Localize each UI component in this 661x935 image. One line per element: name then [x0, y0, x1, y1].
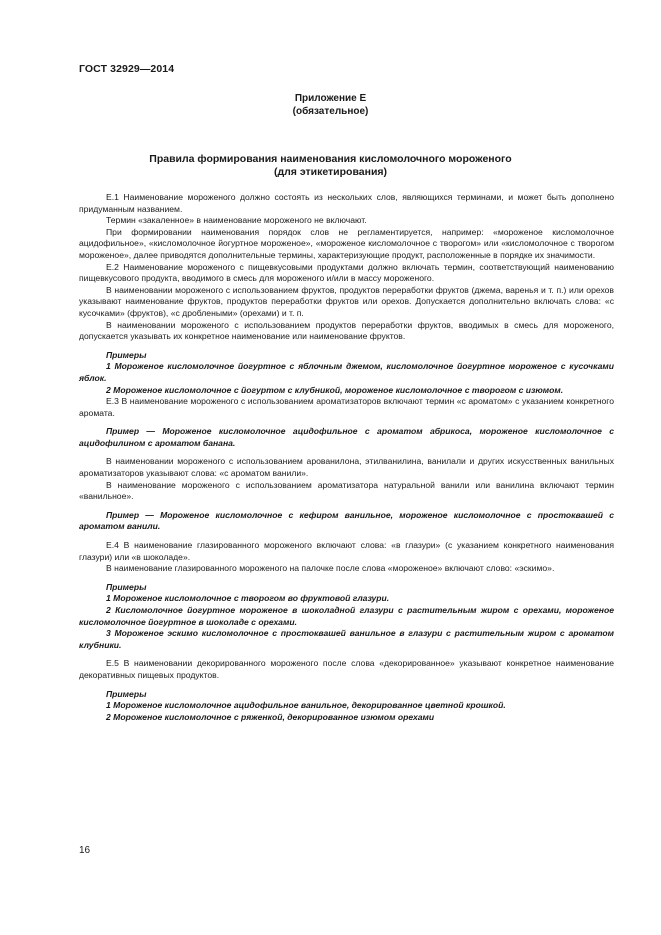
paragraph: Е.1 Наименование мороженого должно состоять из нескольких слов, являющихся терминами, и может быть дополнено придуманным названием. [79, 192, 614, 214]
document-header: ГОСТ 32929—2014 [79, 63, 175, 75]
example-item: 3 Мороженое эскимо кисломолочное с простоквашей ванильное в глазури с растительным жиром с ароматом клубники. [79, 628, 614, 650]
example-item: 1 Мороженое кисломолочное ацидофильное ванильное, декорированное цветной крошкой. [106, 700, 506, 711]
paragraph: В наименование глазированного мороженого на палочке после слова «мороженое» включают слово: «эскимо». [106, 563, 555, 574]
example-item: 1 Мороженое кисломолочное йогуртное с яблочным джемом, кисломолочное йогуртное мороженое с кусочками яблок. [79, 361, 614, 383]
document-body [79, 192, 614, 723]
example-item: 2 Мороженое кисломолочное с йогуртом с клубникой, мороженое кисломолочное с творогом с изюмом. [106, 384, 564, 395]
paragraph: Термин «закаленное» в наименование мороженого не включают. [106, 215, 367, 226]
paragraph: Е.3 В наименование мороженого с использованием ароматизаторов включают термин «с ароматом» с указанием конкретного аромата. [79, 396, 614, 418]
examples-heading: Примеры [106, 349, 147, 360]
section-title: Правила формирования наименования кисломолочного мороженого [149, 153, 512, 165]
examples-heading: Примеры [106, 581, 147, 592]
paragraph: При формировании наименования порядок слов не регламентируется, например: «мороженое кисломолочное ацидофильное», «кисломолочное йогуртное мороженое», «мороженое кисломолочное с творогом» или «кисломолочное с творогом мороженое», далее приводятся дополнительные термины, характеризующие продукт, расположенные в порядке их значимости. [79, 226, 614, 260]
example-item: 1 Мороженое кисломолочное с творогом во фруктовой глазури. [106, 593, 390, 604]
paragraph: Е.2 Наименование мороженого с пищевкусовыми продуктами должно включать термин, соответствующий наименованию пищевкусового продукта, вводимого в смесь для мороженого и/или в массу мороженого. [79, 261, 614, 284]
example-item: Пример — Мороженое кисломолочное с кефиром ванильное, мороженое кисломолочное с простоквашей с ароматом ванили. [79, 509, 614, 532]
section-subtitle: (для этикетирования) [273, 166, 388, 178]
example-item: 2 Кисломолочное йогуртное мороженое в шоколадной глазури с растительным жиром с орехами, мороженое кисломолочное йогуртное в шоколаде с орехами. [79, 605, 614, 627]
paragraph: Е.5 В наименовании декорированного мороженого после слова «декорированное» указывают конкретное наименование декоративных пищевых продуктов. [79, 658, 614, 680]
paragraph: Е.4 В наименование глазированного мороженого включают слова: «в глазури» (с указанием конкретного наименования глазури) или «в шоколаде». [79, 540, 614, 562]
appendix-status: (обязательное) [292, 106, 369, 117]
example-item: Пример — Мороженое кисломолочное ацидофильное с ароматом абрикоса, мороженое кисломолочное с ацидофилином с ароматом банана. [79, 426, 614, 448]
paragraph: В наименовании мороженого с использованием арованилона, этилванилина, ванилали и других искусственных ванильных ароматизаторов указывают слова: «с ароматом ванили». [79, 456, 614, 479]
example-item: 2 Мороженое кисломолочное с ряженкой, декорированное изюмом орехами [106, 711, 435, 722]
paragraph: В наименование мороженого с использованием ароматизатора натуральной ванили или ванилина включают термин «ванильное». [79, 479, 614, 502]
examples-heading: Примеры [106, 688, 147, 699]
paragraph: В наименовании мороженого с использованием фруктов, продуктов переработки фруктов (джема, варенья и т. п.) или орехов указывают наименование фруктов, продуктов переработки фруктов или орехов. Допускается дополнительно включать слова: «с кусочками» (фруктов), «с дроблеными» (орехами) и т. п. [79, 284, 614, 318]
appendix-title: Приложение Е [294, 93, 367, 104]
paragraph: В наименовании мороженого с использованием продуктов переработки фруктов, вводимых в смесь для мороженого, допускается указывать их конкретное наименование или наименование фруктов. [79, 319, 614, 342]
page-number: 16 [79, 845, 91, 856]
